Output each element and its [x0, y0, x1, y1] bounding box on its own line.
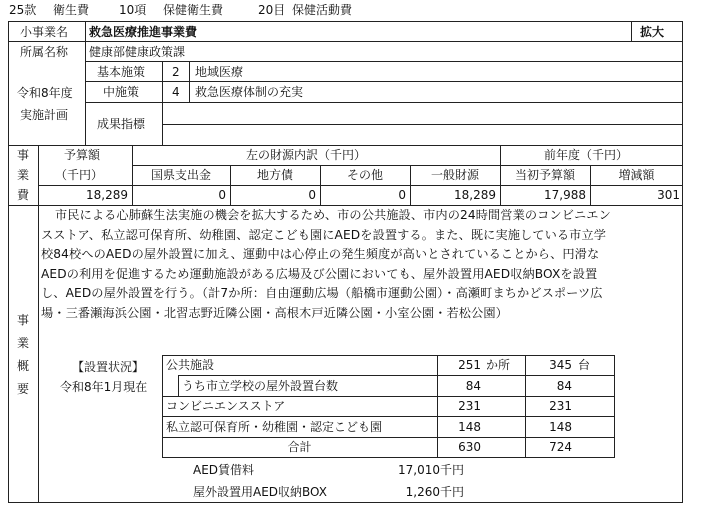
row-units: 345 [549, 358, 572, 372]
overview-line: AEDの利用を促進するため運動施設がある広場及び公園においても、屋外設置用AED収納BOXを設置 [41, 266, 598, 281]
row-units: 231 [549, 399, 572, 413]
overview-line: し、AEDの屋外設置を行う。（計7か所：自由運動広場（船橋市運動公園）・高瀬町まちかどスポーツ広 [41, 286, 603, 300]
cost-value: 1,260千円 [405, 485, 464, 499]
rule [8, 145, 683, 146]
value-initial-budget: 17,988 [544, 188, 586, 202]
row-count-unit: か所 [486, 358, 511, 372]
kou-number: 10項 [119, 3, 147, 17]
middle-policy-label: 中施策 [103, 85, 140, 99]
rule [178, 375, 179, 396]
value-local-bond: 0 [308, 188, 316, 202]
overview-side-2: 業 [17, 336, 30, 350]
row-units: 84 [556, 379, 572, 393]
basic-policy-name: 地域医療 [195, 65, 244, 79]
overview-description [41, 206, 681, 323]
budget-side-2: 業 [17, 168, 30, 182]
plan-label-year: 令和8年度 [17, 86, 73, 100]
overview-side-4: 要 [17, 382, 30, 396]
value-other: 0 [398, 188, 406, 202]
rule [162, 61, 163, 145]
budget-amount-unit: （千円） [55, 168, 104, 182]
value-general: 18,289 [454, 188, 496, 202]
value-prefectural: 0 [218, 188, 226, 202]
row-name: 私立認可保育所・幼稚園・認定こども園 [166, 420, 383, 434]
basic-policy-label: 基本施策 [97, 65, 146, 79]
overview-side-1: 事 [17, 313, 30, 327]
rule [178, 375, 615, 376]
budget-side-3: 費 [17, 188, 30, 202]
rule [85, 61, 683, 62]
overview-line: 市民による心肺蘇生法実施の機会を拡大するため、市の公共施設、市内の24時間営業のコンビニエン [55, 208, 611, 222]
rule [162, 396, 615, 397]
department-label: 所属名称 [20, 45, 69, 59]
row-count: 148 [458, 420, 481, 434]
row-total-label: 合計 [287, 440, 312, 454]
basic-policy-number: 2 [172, 65, 180, 79]
rule [85, 102, 683, 103]
overview-line: 校84校へのAEDの屋外設置に加え、運動中は心停止の発生頻度が高いとされていることから、円滑な [41, 247, 600, 261]
rule [85, 61, 86, 145]
indicator-label: 成果指標 [97, 117, 146, 131]
overview-side-3: 概 [17, 359, 30, 373]
col-initial-budget: 当初予算額 [514, 168, 575, 182]
rule [85, 41, 86, 62]
rule [189, 61, 190, 102]
row-name: うち市立学校の屋外設置台数 [182, 379, 339, 393]
rule [631, 21, 632, 41]
row-units-unit: 台 [578, 358, 591, 372]
rule [8, 41, 683, 42]
overview-line: スストア、私立認可保育所、幼稚園、認定こども園にAEDを設置する。また、既に実施している市立学 [41, 227, 607, 242]
row-units: 148 [549, 420, 572, 434]
row-count: 84 [465, 379, 481, 393]
col-local-bond: 地方債 [256, 168, 293, 182]
row-count: 231 [458, 399, 481, 413]
status-date: 令和8年1月現在 [60, 380, 148, 394]
col-prefectural: 国県支出金 [150, 168, 211, 182]
rule [132, 165, 683, 166]
funding-breakdown-title: 左の財源内訳（千円） [246, 148, 367, 162]
rule [38, 185, 683, 186]
rule [85, 81, 683, 82]
value-change: 301 [657, 188, 680, 202]
rule [162, 416, 615, 417]
value-budget: 18,289 [86, 188, 128, 202]
col-general: 一般財源 [430, 168, 479, 182]
col-other: その他 [346, 168, 383, 182]
project-name: 救急医療推進事業費 [89, 25, 198, 39]
moku-number: 20目 [258, 3, 286, 17]
row-total-units: 724 [549, 440, 572, 454]
moku-name: 保健活動費 [292, 3, 353, 17]
kou-name: 保健衛生費 [163, 3, 224, 17]
col-change: 増減額 [618, 168, 655, 182]
rule [162, 437, 615, 438]
middle-policy-name: 救急医療体制の充実 [195, 85, 304, 99]
project-label: 小事業名 [20, 25, 69, 39]
row-name: コンビニエンスストア [166, 399, 286, 413]
plan-label-title: 実施計画 [20, 108, 69, 122]
department-name: 健康部健康政策課 [89, 45, 186, 59]
cost-value: 17,010千円 [398, 463, 464, 477]
previous-year-title: 前年度（千円） [544, 148, 629, 162]
kan-number: 25款 [9, 3, 37, 17]
expansion-tag: 拡大 [640, 25, 665, 39]
row-total-count: 630 [458, 440, 481, 454]
budget-side-1: 事 [17, 148, 30, 162]
cost-name: AED賃借料 [193, 463, 255, 477]
rule [85, 21, 86, 41]
row-count: 251 [458, 358, 481, 372]
cost-name: 屋外設置用AED収納BOX [193, 485, 327, 499]
middle-policy-number: 4 [172, 85, 180, 99]
overview-line: 場・三番瀬海浜公園・北習志野近隣公園・高根木戸近隣公園・小室公園・若松公園） [41, 305, 508, 320]
rule [162, 124, 683, 125]
kan-name: 衛生費 [53, 3, 90, 17]
row-name: 公共施設 [166, 358, 215, 372]
budget-amount-label: 予算額 [64, 148, 101, 162]
status-label: 【設置状況】 [72, 360, 145, 374]
